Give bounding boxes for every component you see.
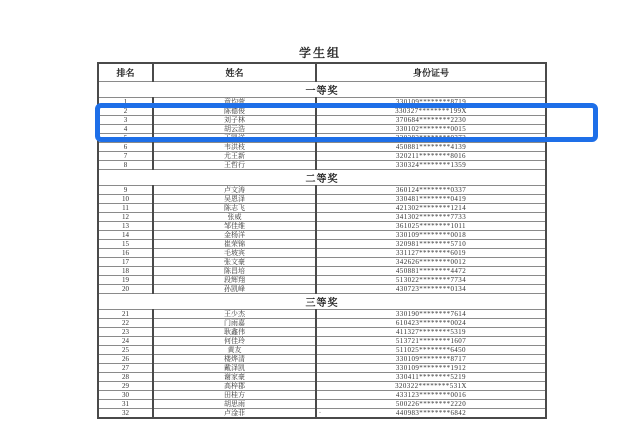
- name-cell: 刘子林: [153, 115, 316, 124]
- table-row: [98, 97, 546, 106]
- table-row: [98, 185, 546, 194]
- name-cell: 戴泽凯: [153, 363, 316, 372]
- id-cell: 450881********4472: [316, 266, 546, 275]
- name-cell: 楼烨清: [153, 354, 316, 363]
- name-cell: 卢文涛: [153, 185, 316, 194]
- results-table-container: [97, 62, 545, 419]
- rank-cell: 16: [98, 248, 153, 257]
- id-cell: 513721********1607: [316, 336, 546, 345]
- name-cell: 黄友: [153, 345, 316, 354]
- name-cell: 王少杰: [153, 309, 316, 318]
- results-table: [97, 62, 547, 419]
- rank-cell: 15: [98, 239, 153, 248]
- id-cell: 331127********6019: [316, 248, 546, 257]
- name-cell: 陈昌培: [153, 266, 316, 275]
- id-cell: 330109********1912: [316, 363, 546, 372]
- id-cell: 330109********8719: [316, 97, 546, 106]
- name-cell: 韦洪枝: [153, 142, 316, 151]
- table-row: [98, 248, 546, 257]
- rank-cell: 21: [98, 309, 153, 318]
- table-row: [98, 115, 546, 124]
- rank-cell: 8: [98, 160, 153, 169]
- name-cell: 卢淦菲: [153, 408, 316, 418]
- id-cell: 360124********0337: [316, 185, 546, 194]
- id-cell: 513022********7734: [316, 275, 546, 284]
- name-cell: 张文豪: [153, 257, 316, 266]
- header-name: 姓名: [153, 63, 316, 81]
- id-cell: 320282********0372: [316, 133, 546, 142]
- name-cell: 张威: [153, 212, 316, 221]
- id-cell: 440983********6842: [316, 408, 546, 418]
- rank-cell: 10: [98, 194, 153, 203]
- table-row: [98, 151, 546, 160]
- table-row: [98, 372, 546, 381]
- section-row: [98, 81, 546, 97]
- table-row: [98, 203, 546, 212]
- header-id-number: 身份证号: [316, 63, 546, 81]
- id-cell: 341302********7733: [316, 212, 546, 221]
- name-cell: 陈德俊: [153, 106, 316, 115]
- name-cell: 何佳玲: [153, 336, 316, 345]
- table-row: [98, 275, 546, 284]
- id-cell: 330109********8717: [316, 354, 546, 363]
- id-cell: 421302********1214: [316, 203, 546, 212]
- table-row: [98, 345, 546, 354]
- table-row: [98, 230, 546, 239]
- section-row: [98, 293, 546, 309]
- rank-cell: 18: [98, 266, 153, 275]
- table-row: [98, 336, 546, 345]
- id-cell: 342626********0012: [316, 257, 546, 266]
- rank-cell: 3: [98, 115, 153, 124]
- name-cell: 王哲行: [153, 160, 316, 169]
- rank-cell: 31: [98, 399, 153, 408]
- id-cell: 500226********2220: [316, 399, 546, 408]
- table-row: [98, 363, 546, 372]
- table-row: [98, 106, 546, 115]
- rank-cell: 2: [98, 106, 153, 115]
- rank-cell: 19: [98, 275, 153, 284]
- name-cell: 谢家豪: [153, 372, 316, 381]
- name-cell: 邹佳维: [153, 221, 316, 230]
- name-cell: 毛坡宾: [153, 248, 316, 257]
- table-row: [98, 194, 546, 203]
- table-header-row: [98, 63, 546, 81]
- id-cell: 330324********1359: [316, 160, 546, 169]
- name-cell: 金杨洋: [153, 230, 316, 239]
- id-cell: 610423********0024: [316, 318, 546, 327]
- name-cell: 章均萱: [153, 97, 316, 106]
- table-row: [98, 142, 546, 151]
- name-cell: 孙凯峰: [153, 284, 316, 293]
- rank-cell: 22: [98, 318, 153, 327]
- id-cell: 320322********531X: [316, 381, 546, 390]
- table-row: [98, 212, 546, 221]
- rank-cell: 29: [98, 381, 153, 390]
- name-cell: 高梓郡: [153, 381, 316, 390]
- rank-cell: 25: [98, 345, 153, 354]
- table-row: [98, 284, 546, 293]
- section-label: 二等奖: [98, 169, 546, 185]
- table-row: [98, 327, 546, 336]
- rank-cell: 23: [98, 327, 153, 336]
- rank-cell: 32: [98, 408, 153, 418]
- rank-cell: 4: [98, 124, 153, 133]
- table-row: [98, 221, 546, 230]
- table-row: [98, 133, 546, 142]
- rank-cell: 27: [98, 363, 153, 372]
- footer-dot: .: [318, 405, 322, 415]
- id-cell: 330109********0018: [316, 230, 546, 239]
- id-cell: 330190********7614: [316, 309, 546, 318]
- rank-cell: 5: [98, 133, 153, 142]
- rank-cell: 28: [98, 372, 153, 381]
- rank-cell: 13: [98, 221, 153, 230]
- id-cell: 330411********5219: [316, 372, 546, 381]
- table-row: [98, 390, 546, 399]
- table-row: [98, 257, 546, 266]
- table-row: [98, 318, 546, 327]
- table-row: [98, 124, 546, 133]
- section-label: 三等奖: [98, 293, 546, 309]
- name-cell: 崔荣锦: [153, 239, 316, 248]
- name-cell: 陈志飞: [153, 203, 316, 212]
- id-cell: 370684********2230: [316, 115, 546, 124]
- rank-cell: 6: [98, 142, 153, 151]
- rank-cell: 11: [98, 203, 153, 212]
- id-cell: 430723********0134: [316, 284, 546, 293]
- header-rank: 排名: [98, 63, 153, 81]
- table-row: [98, 381, 546, 390]
- id-cell: 320981********5710: [316, 239, 546, 248]
- id-cell: 361025********1011: [316, 221, 546, 230]
- name-cell: 王凯洋: [153, 133, 316, 142]
- id-cell: 433123********0016: [316, 390, 546, 399]
- rank-cell: 12: [98, 212, 153, 221]
- page-title: 学生组: [298, 46, 341, 60]
- table-row: [98, 160, 546, 169]
- id-cell: 411327********5319: [316, 327, 546, 336]
- name-cell: 尤王新: [153, 151, 316, 160]
- name-cell: 田桂方: [153, 390, 316, 399]
- rank-cell: 9: [98, 185, 153, 194]
- id-cell: 330327********199X: [316, 106, 546, 115]
- id-cell: 330102********0015: [316, 124, 546, 133]
- id-cell: 511025********6450: [316, 345, 546, 354]
- name-cell: 胡思雨: [153, 399, 316, 408]
- name-cell: 门雨嘉: [153, 318, 316, 327]
- rank-cell: 1: [98, 97, 153, 106]
- rank-cell: 14: [98, 230, 153, 239]
- rank-cell: 7: [98, 151, 153, 160]
- name-cell: 耿鑫伟: [153, 327, 316, 336]
- id-cell: 330481********0419: [316, 194, 546, 203]
- rank-cell: 24: [98, 336, 153, 345]
- rank-cell: 30: [98, 390, 153, 399]
- section-label: 一等奖: [98, 81, 546, 97]
- table-row: [98, 239, 546, 248]
- table-row: [98, 309, 546, 318]
- table-row: [98, 354, 546, 363]
- rank-cell: 17: [98, 257, 153, 266]
- id-cell: 450881********4139: [316, 142, 546, 151]
- section-row: [98, 169, 546, 185]
- rank-cell: 26: [98, 354, 153, 363]
- table-row: [98, 266, 546, 275]
- rank-cell: 20: [98, 284, 153, 293]
- id-cell: 320211********8016: [316, 151, 546, 160]
- name-cell: 吴恩泽: [153, 194, 316, 203]
- name-cell: 胡云浩: [153, 124, 316, 133]
- name-cell: 段辉翔: [153, 275, 316, 284]
